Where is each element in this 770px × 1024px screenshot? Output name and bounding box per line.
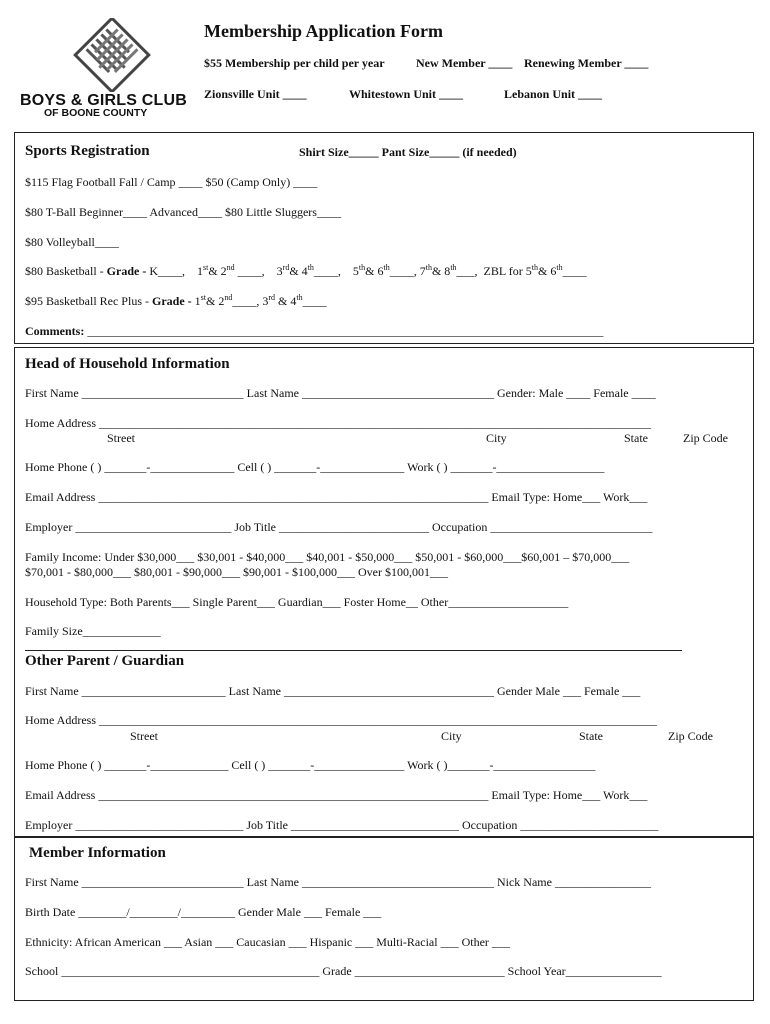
family-income-field-2[interactable]: $70,001 - $80,000___ $80,001 - $90,000___ $90,001 - $100,000___ Over $100,001___: [25, 565, 448, 579]
ordinal-suffix: th: [307, 263, 314, 272]
membership-fee: $55 Membership per child per year: [204, 56, 385, 70]
hoh-email-field[interactable]: Email Address _________________________________________________________________ Email Type: Home___ Work___: [25, 490, 648, 504]
op-phone-field[interactable]: Home Phone ( ) _______-_____________ Cell ( ) _______-_______________ Work ( )_______-_________________: [25, 758, 596, 772]
basketball-label: $80 Basketball -: [25, 264, 107, 278]
hoh-zip-label: Zip Code: [683, 431, 728, 445]
grade-text: & 4: [289, 264, 308, 278]
op-state-label: State: [579, 729, 603, 743]
hoh-city-label: City: [486, 431, 507, 445]
comments-label: Comments:: [25, 324, 85, 338]
zbl-text: & 6: [538, 264, 557, 278]
logo-subtitle: OF BOONE COUNTY: [44, 107, 148, 119]
grade-text: & 4: [275, 294, 297, 308]
grade-text: 1: [191, 294, 201, 308]
rec-plus-blank[interactable]: ____: [302, 294, 327, 308]
logo-title: BOYS & GIRLS CLUB: [20, 92, 187, 109]
op-street-label: Street: [130, 729, 158, 743]
ordinal-suffix: th: [383, 263, 390, 272]
rec-plus-blank[interactable]: ____, 3: [232, 294, 269, 308]
rec-plus-label: $95 Basketball Rec Plus -: [25, 294, 152, 308]
grade-text: & 2: [205, 294, 225, 308]
ethnicity-field[interactable]: Ethnicity: African American ___ Asian ___ Caucasian ___ Hispanic ___ Multi-Racial ___ Other ___: [25, 935, 510, 949]
member-name-field[interactable]: First Name ___________________________ Last Name ________________________________ Nick Name ________________: [25, 875, 651, 889]
comments-field[interactable]: [25, 324, 603, 338]
ordinal-suffix: th: [556, 263, 563, 272]
ordinal-suffix: th: [450, 263, 457, 272]
family-income-field[interactable]: Family Income: Under $30,000___ $30,001 - $40,000___ $40,001 - $50,000___ $50,001 - $60,000___$60,001 – $70,000___: [25, 550, 630, 564]
hoh-state-label: State: [624, 431, 648, 445]
comments-line[interactable]: ______________________________________________________________________________________: [84, 324, 604, 338]
ordinal-suffix: th: [425, 263, 432, 272]
hoh-phone-field[interactable]: Home Phone ( ) _______-______________ Cell ( ) _______-______________ Work ( ) _______-__________________: [25, 460, 605, 474]
ordinal-suffix: rd: [268, 293, 275, 302]
basketball-grade-label: Grade -: [106, 264, 147, 278]
zionsville-unit-field[interactable]: Zionsville Unit ____: [204, 87, 307, 101]
op-address-field[interactable]: Home Address _____________________________________________________________________________________________: [25, 713, 657, 727]
logo: [18, 18, 194, 122]
ordinal-suffix: st: [200, 293, 206, 302]
ordinal-suffix: th: [531, 263, 538, 272]
new-member-field[interactable]: New Member ____: [416, 56, 513, 70]
ordinal-suffix: th: [296, 293, 303, 302]
grade-7-8-blank[interactable]: ___,: [456, 264, 478, 278]
form-title: Membership Application Form: [204, 21, 443, 41]
ordinal-suffix: nd: [226, 263, 235, 272]
hoh-name-field[interactable]: First Name ___________________________ Last Name ________________________________ Gender: Male ____ Female ____: [25, 386, 656, 400]
member-heading: Member Information: [29, 845, 166, 861]
flag-football-field[interactable]: $115 Flag Football Fall / Camp ____ $50 (Camp Only) ____: [25, 175, 318, 189]
ordinal-suffix: rd: [282, 263, 290, 272]
sports-registration-section: [14, 132, 754, 344]
grade-text: 5: [352, 264, 359, 278]
op-employer-field[interactable]: Employer ____________________________ Job Title ____________________________ Occupation _______________________: [25, 818, 659, 832]
grade-text: 3: [276, 264, 283, 278]
grade-k-blank[interactable]: K____,: [146, 264, 185, 278]
lebanon-unit-field[interactable]: Lebanon Unit ____: [504, 87, 603, 101]
grade-text: & 8: [431, 264, 451, 278]
hoh-address-field[interactable]: Home Address ____________________________________________________________________________________________: [25, 416, 651, 430]
school-field[interactable]: School ___________________________________________ Grade _________________________ School Year________________: [25, 964, 662, 978]
zbl-blank[interactable]: ____: [562, 264, 587, 278]
grade-1-2-blank[interactable]: ____,: [234, 264, 265, 278]
birth-date-field[interactable]: Birth Date ________/________/_________ Gender Male ___ Female ___: [25, 905, 382, 919]
volleyball-field[interactable]: $80 Volleyball____: [25, 235, 119, 249]
op-zip-label: Zip Code: [668, 729, 713, 743]
boys-girls-club-logo-icon: [18, 18, 194, 92]
op-name-field[interactable]: First Name ________________________ Last Name ___________________________________ Gender Male ___ Female ___: [25, 684, 641, 698]
basketball-rec-plus-field[interactable]: [25, 294, 327, 308]
other-parent-heading: Other Parent / Guardian: [25, 653, 185, 669]
basketball-field[interactable]: [25, 264, 587, 278]
hoh-employer-field[interactable]: Employer __________________________ Job Title _________________________ Occupation ___________________________: [25, 520, 653, 534]
ordinal-suffix: st: [202, 263, 209, 272]
grade-text: 7: [419, 264, 426, 278]
grade-3-4-blank[interactable]: ____,: [313, 264, 341, 278]
sports-heading: Sports Registration: [25, 143, 150, 159]
grade-text: 1: [196, 264, 203, 278]
household-heading: Head of Household Information: [25, 356, 230, 372]
family-size-field[interactable]: Family Size_____________: [25, 624, 161, 638]
ordinal-suffix: th: [358, 263, 366, 272]
grade-text: & 2: [208, 264, 227, 278]
grade-text: & 6: [365, 264, 384, 278]
ordinal-suffix: nd: [224, 293, 233, 302]
grade-5-6-blank[interactable]: ____,: [389, 264, 417, 278]
renewing-member-field[interactable]: Renewing Member ____: [524, 56, 649, 70]
zbl-text: ZBL for 5: [483, 264, 532, 278]
whitestown-unit-field[interactable]: Whitestown Unit ____: [349, 87, 464, 101]
hoh-street-label: Street: [107, 431, 135, 445]
op-email-field[interactable]: Email Address _________________________________________________________________ Email Type: Home___ Work___: [25, 788, 648, 802]
household-type-field[interactable]: Household Type: Both Parents___ Single Parent___ Guardian___ Foster Home__ Other____________________: [25, 595, 569, 609]
tball-field[interactable]: $80 T-Ball Beginner____ Advanced____ $80 Little Sluggers____: [25, 205, 341, 219]
op-city-label: City: [441, 729, 462, 743]
rec-plus-grade-label: Grade -: [151, 294, 192, 308]
shirt-pant-size-field[interactable]: Shirt Size_____ Pant Size_____ (if needed): [299, 145, 517, 159]
section-divider: [25, 650, 682, 651]
